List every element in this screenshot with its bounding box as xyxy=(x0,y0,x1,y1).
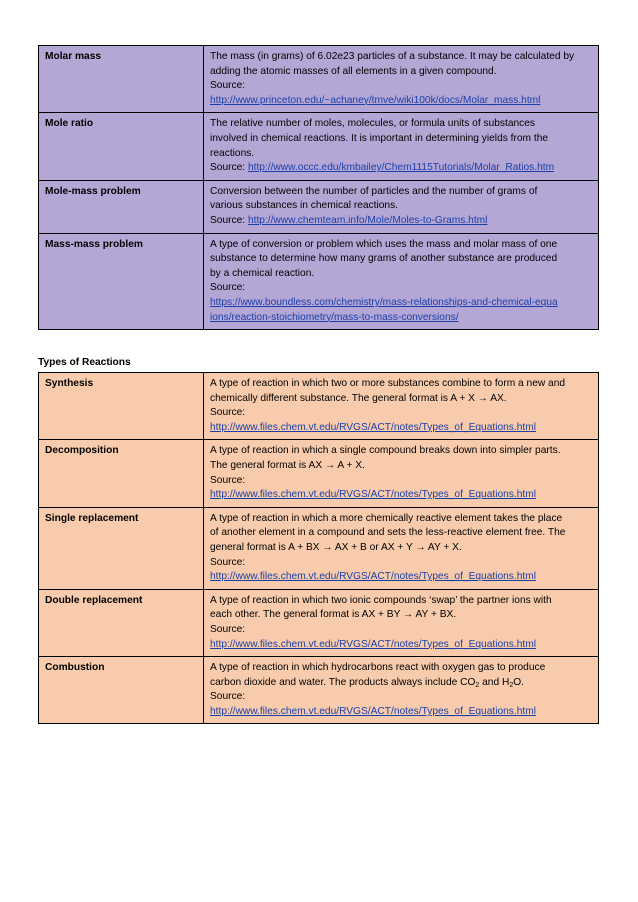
definition-line: A type of reaction in which two ionic compounds ‘swap’ the partner ions with xyxy=(210,594,552,606)
term-cell xyxy=(39,113,204,180)
glossary-table-mole xyxy=(38,45,599,330)
term-cell xyxy=(39,46,204,113)
glossary-row xyxy=(39,589,599,656)
source-label: Source: xyxy=(210,691,246,703)
source-line xyxy=(210,488,598,503)
glossary-row xyxy=(39,440,599,507)
source-line xyxy=(210,94,598,109)
term-label: Single replacement xyxy=(45,512,139,524)
term-label: Mole ratio xyxy=(45,118,94,130)
subscript: 2 xyxy=(509,681,514,689)
source-line xyxy=(210,296,598,311)
source-link[interactable]: http://www.files.chem.vt.edu/RVGS/ACT/notes/Types_of_Equations.html xyxy=(210,571,536,583)
source-label: Source: xyxy=(210,407,246,419)
definition-line: chemically different substance. The general format is A + X → AX. xyxy=(210,392,507,404)
term-label: Molar mass xyxy=(45,51,102,62)
source-line xyxy=(210,705,598,720)
definition-line: The general format is AX → A + X. xyxy=(210,459,365,471)
glossary-row xyxy=(39,373,599,440)
definition-line: A type of reaction in which a single compound breaks down into simpler parts. xyxy=(210,445,561,457)
source-label: Source: xyxy=(210,80,246,92)
term-cell xyxy=(39,507,204,589)
source-label: Source: xyxy=(210,623,246,635)
definition-line: A type of conversion or problem which uses the mass and molar mass of one xyxy=(210,238,558,250)
text-segment: O. xyxy=(513,676,524,688)
source-line xyxy=(210,311,598,326)
source-link[interactable]: http://www.files.chem.vt.edu/RVGS/ACT/notes/Types_of_Equations.html xyxy=(210,705,536,717)
definition-cell xyxy=(204,233,599,330)
definition-cell xyxy=(204,657,599,724)
definition-line: The relative number of moles, molecules, or formula units of substances xyxy=(210,118,536,130)
definition-cell xyxy=(204,440,599,507)
definition-line: involved in chemical reactions. It is important in determining yields from the xyxy=(210,132,549,144)
definition-cell xyxy=(204,507,599,589)
glossary-row xyxy=(39,46,599,113)
term-cell xyxy=(39,373,204,440)
source-link[interactable]: http://www.princeton.edu/~achaney/tmve/wiki100k/docs/Molar_mass.html xyxy=(210,94,541,106)
definition-cell xyxy=(204,373,599,440)
term-cell xyxy=(39,657,204,724)
definition-cell xyxy=(204,180,599,233)
definition-line: A type of reaction in which two or more substances combine to form a new and xyxy=(210,378,566,389)
term-label: Mole-mass problem xyxy=(45,185,141,197)
glossary-table-reactions xyxy=(38,372,599,724)
subscript: 2 xyxy=(475,681,480,689)
glossary-row xyxy=(39,507,599,589)
glossary-row xyxy=(39,657,599,724)
definition-line xyxy=(210,676,598,691)
definition-line: each other. The general format is AX + BY → AY + BX. xyxy=(210,609,457,621)
source-line xyxy=(210,638,598,653)
definition-line: Conversion between the number of particles and the number of grams of xyxy=(210,185,538,197)
source-line xyxy=(210,421,598,436)
source-prefix: Source: xyxy=(210,162,248,174)
glossary-row xyxy=(39,233,599,330)
definition-line: A type of reaction in which hydrocarbons react with oxygen gas to produce xyxy=(210,662,546,674)
term-label: Decomposition xyxy=(45,445,119,457)
term-cell xyxy=(39,180,204,233)
term-cell xyxy=(39,233,204,330)
source-link[interactable]: http://www.chemteam.info/Mole/Moles-to-Grams.html xyxy=(247,214,488,226)
term-cell xyxy=(39,589,204,656)
definition-line: various substances in chemical reactions. xyxy=(210,200,398,212)
source-line xyxy=(210,214,598,229)
definition-cell xyxy=(204,46,599,113)
source-label: Source: xyxy=(210,282,246,294)
term-label: Double replacement xyxy=(45,594,143,606)
definition-cell xyxy=(204,113,599,180)
source-label: Source: xyxy=(210,474,246,486)
definition-line: substance to determine how many grams of another substance are produced xyxy=(210,253,558,265)
definition-line: The mass (in grams) of 6.02e23 particles of a substance. It may be calculated by xyxy=(210,51,575,62)
text-segment: and H xyxy=(479,676,510,688)
definition-cell xyxy=(204,589,599,656)
source-line xyxy=(210,161,598,176)
source-link[interactable]: https://www.boundless.com/chemistry/mass-relationships-and-chemical-equa xyxy=(210,296,558,308)
definition-line: general format is A + BX → AX + B or AX + Y → AY + X. xyxy=(210,541,462,553)
source-link[interactable]: ions/reaction-stoichiometry/mass-to-mass-conversions/ xyxy=(210,311,459,323)
definition-line: by a chemical reaction. xyxy=(210,267,315,279)
definition-line: adding the atomic masses of all elements in a given compound. xyxy=(210,65,497,77)
term-label: Mass-mass problem xyxy=(45,238,143,250)
source-prefix: Source: xyxy=(210,214,248,226)
source-link[interactable]: http://www.files.chem.vt.edu/RVGS/ACT/notes/Types_of_Equations.html xyxy=(210,638,536,650)
source-link[interactable]: http://www.files.chem.vt.edu/RVGS/ACT/notes/Types_of_Equations.html xyxy=(210,421,536,433)
glossary-row xyxy=(39,180,599,233)
term-label: Combustion xyxy=(45,662,105,674)
source-line xyxy=(210,570,598,585)
definition-line: reactions. xyxy=(210,147,255,159)
term-cell xyxy=(39,440,204,507)
section-title: Types of Reactions xyxy=(38,357,131,368)
text-segment: carbon dioxide and water. The products always include CO xyxy=(210,676,476,688)
definition-line: of another element in a compound and sets the less-reactive element free. The xyxy=(210,527,566,539)
glossary-row xyxy=(39,113,599,180)
source-label: Source: xyxy=(210,556,246,568)
definition-line: A type of reaction in which a more chemically reactive element takes the place xyxy=(210,512,563,524)
source-link[interactable]: http://www.occc.edu/kmbailey/Chem1115Tutorials/Molar_Ratios.htm xyxy=(247,162,555,174)
source-link[interactable]: http://www.files.chem.vt.edu/RVGS/ACT/notes/Types_of_Equations.html xyxy=(210,489,536,501)
term-label: Synthesis xyxy=(45,378,94,389)
